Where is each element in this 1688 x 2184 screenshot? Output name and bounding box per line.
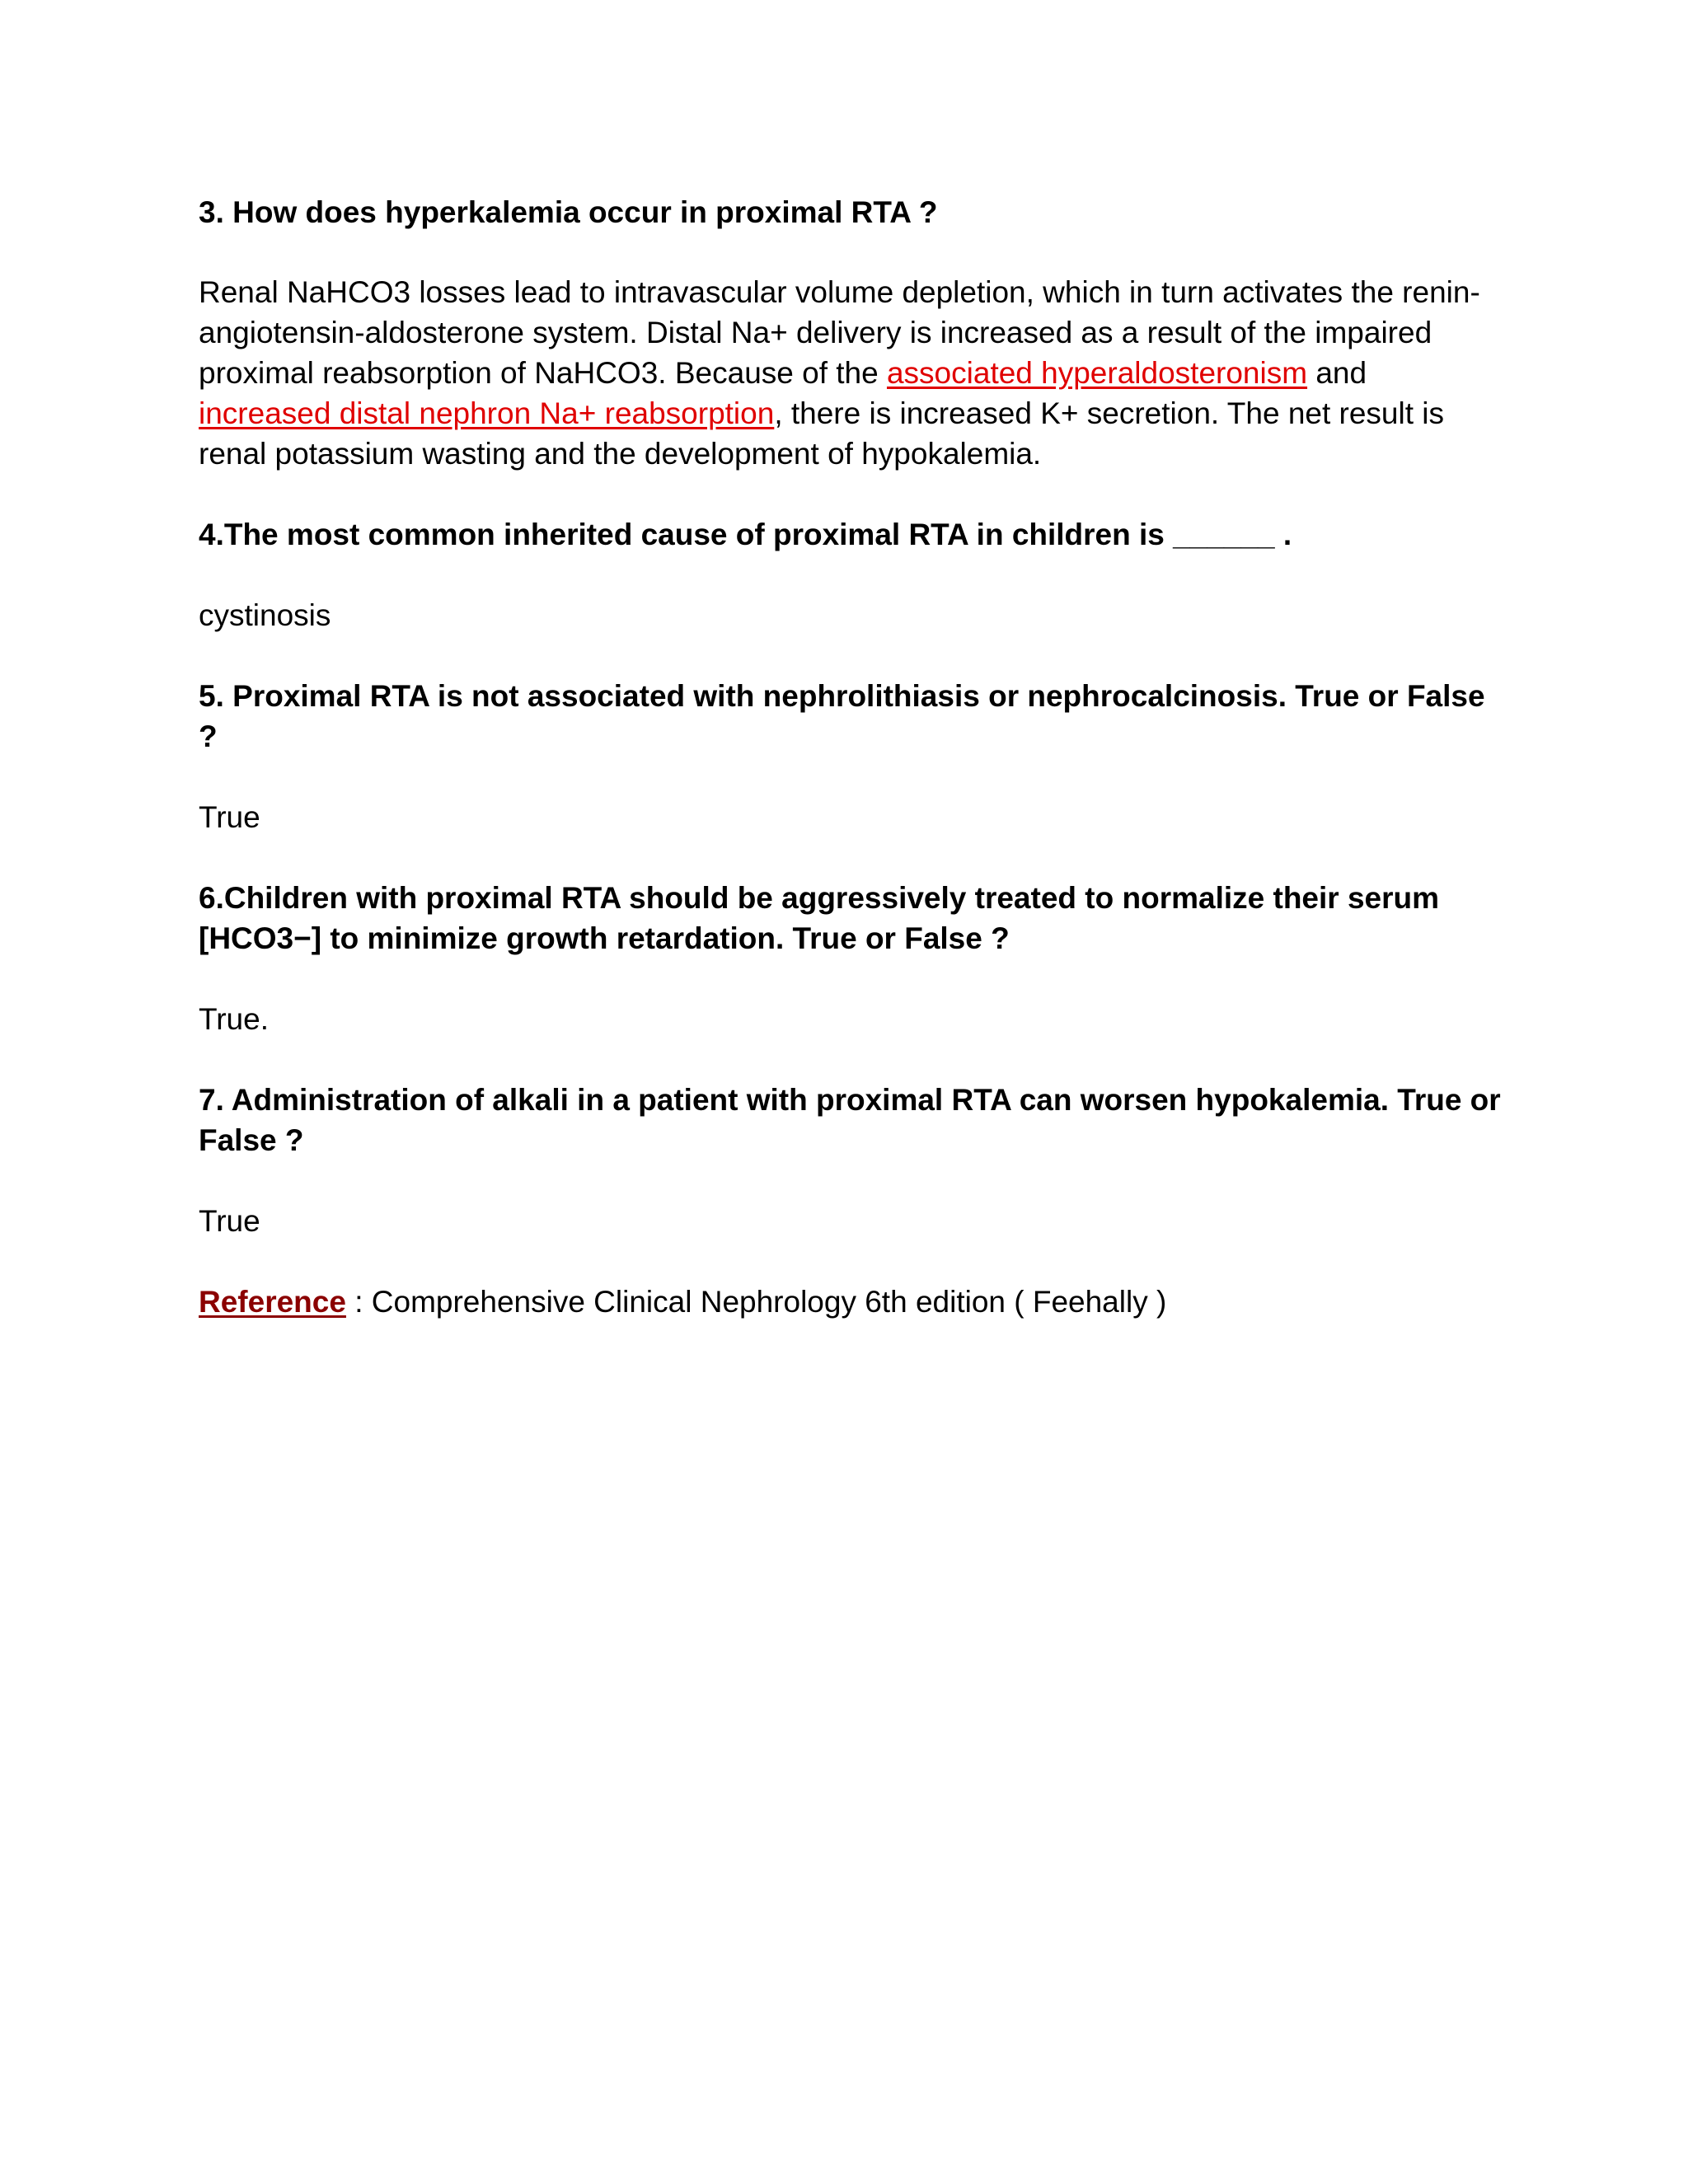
- answer-3: [199, 272, 1501, 474]
- answer-3-text-1: Renal NaHCO3 losses lead to intravascular volume depletion, which in turn activates the renin-angiotensin-aldosterone system. Distal Na+ delivery is increased as a result of the impaired proximal reabsorption of NaHCO3. Because of the: [199, 275, 1480, 390]
- link-associated-hyperaldosteronism[interactable]: associated hyperaldosteronism: [886, 356, 1308, 390]
- reference-text: : Comprehensive Clinical Nephrology 6th edition ( Feehally ): [345, 1285, 1167, 1319]
- answer-5: True: [199, 800, 260, 834]
- reference-line: [199, 1282, 1501, 1322]
- link-increased-distal-nephron-reabsorption[interactable]: increased distal nephron Na+ reabsorption: [199, 396, 775, 430]
- document-content: [199, 192, 1501, 1322]
- answer-6: True.: [199, 1002, 269, 1036]
- answer-3-text-3: , there is increased K+ secretion. The net result is renal potassium wasting and the development of hypokalemia.: [199, 396, 1445, 471]
- question-5: 5. Proximal RTA is not associated with nephrolithiasis or nephrocalcinosis. True or False ?: [199, 679, 1485, 753]
- reference-link[interactable]: Reference: [199, 1285, 346, 1319]
- question-4: 4.The most common inherited cause of proximal RTA in children is ______ .: [199, 518, 1292, 551]
- question-7: 7. Administration of alkali in a patient with proximal RTA can worsen hypokalemia. True or False ?: [199, 1083, 1501, 1157]
- question-6: 6.Children with proximal RTA should be aggressively treated to normalize their serum [HCO3−] to minimize growth retardation. True or False ?: [199, 881, 1440, 955]
- answer-4: cystinosis: [199, 598, 331, 632]
- question-3: 3. How does hyperkalemia occur in proximal RTA ?: [199, 195, 938, 229]
- answer-3-text-2: and: [1307, 356, 1367, 390]
- answer-7: True: [199, 1204, 260, 1238]
